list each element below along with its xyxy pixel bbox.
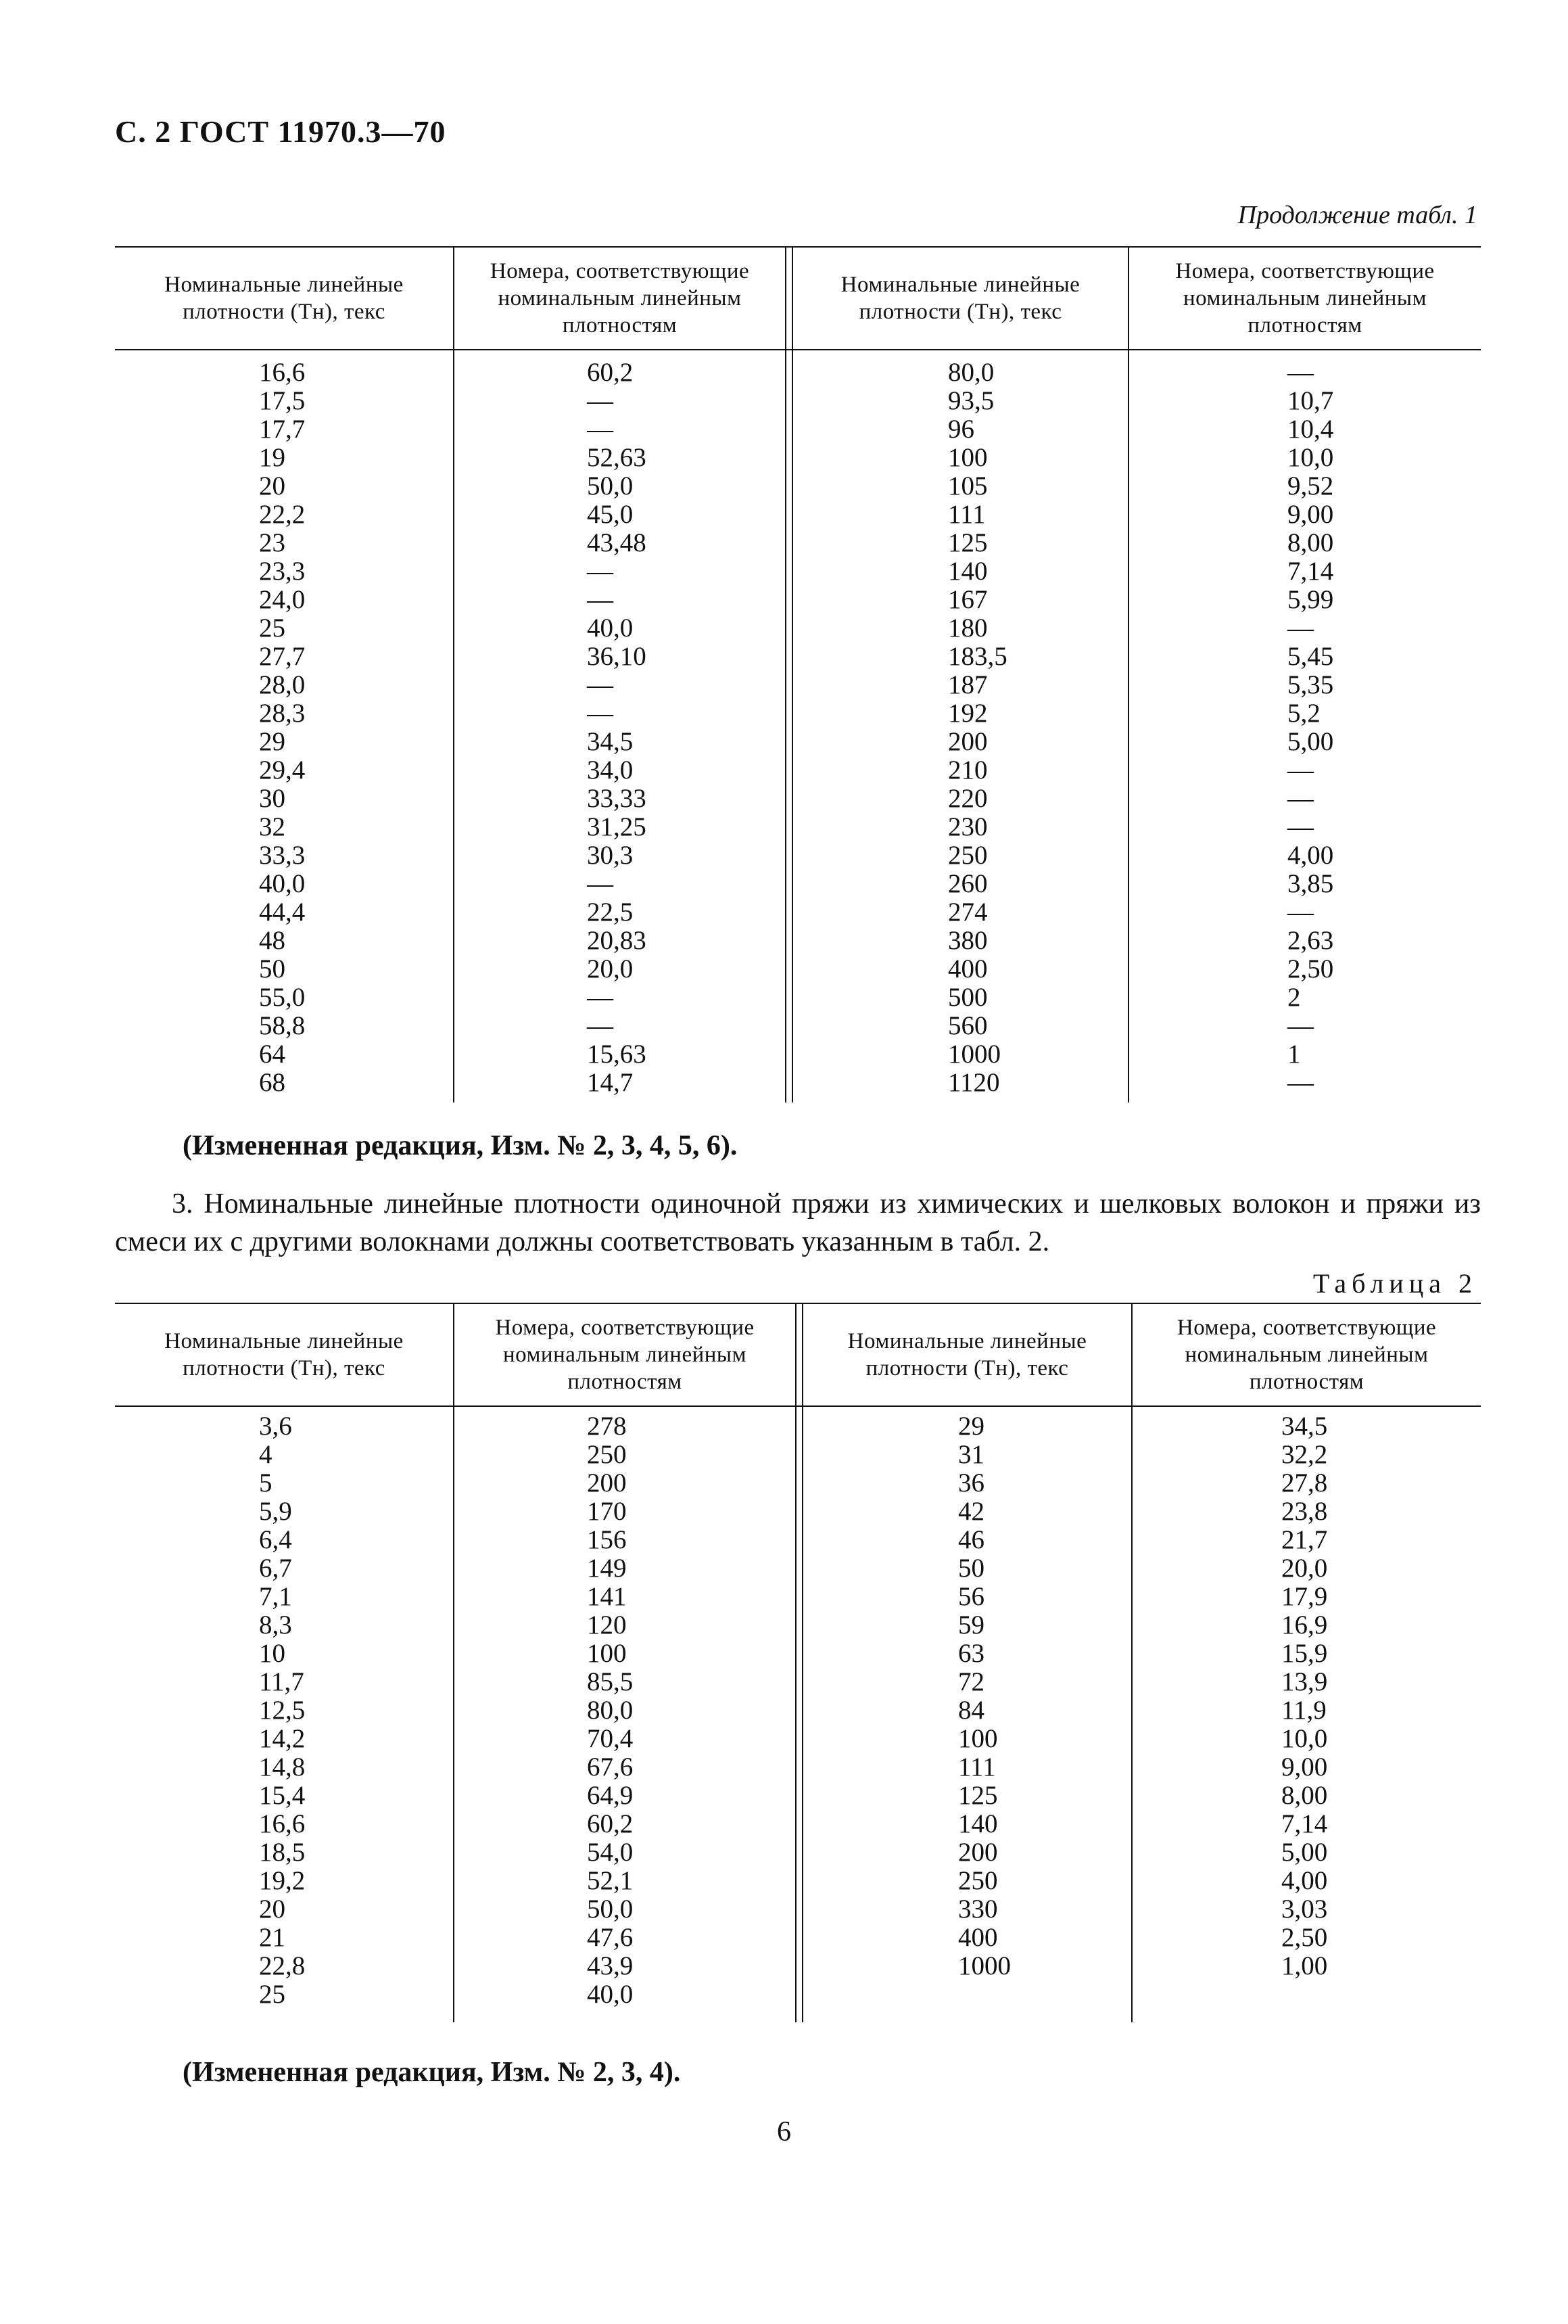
table1-col-tex-b	[948, 358, 1007, 1097]
table-cell: —	[587, 699, 613, 728]
table-cell: 68	[259, 1068, 285, 1097]
table-cell: 52,63	[587, 443, 646, 472]
table-cell: 500	[948, 983, 988, 1012]
table-cell: 278	[587, 1412, 627, 1441]
table-cell: 28,0	[259, 670, 306, 699]
table-cell: 170	[587, 1497, 627, 1526]
table-cell: —	[587, 869, 613, 898]
table-cell: 5,00	[1287, 727, 1334, 756]
table1-divider	[1128, 248, 1129, 1102]
table-cell: 167	[948, 585, 988, 614]
table-cell: —	[1287, 1011, 1314, 1040]
table-cell: 46	[958, 1525, 984, 1554]
table-cell: 36	[958, 1468, 984, 1497]
table-cell: 55,0	[259, 983, 306, 1012]
table1-continuation-label: Продолжение табл. 1	[1237, 201, 1477, 229]
table-cell: 220	[948, 784, 988, 813]
table-cell: 20	[259, 1895, 285, 1924]
table-cell: —	[1287, 1068, 1314, 1097]
table2-col-num-a	[587, 1412, 633, 2009]
table-cell: 10,0	[1281, 1724, 1328, 1753]
table-cell: 10,4	[1287, 415, 1334, 444]
table-cell: 70,4	[587, 1724, 634, 1753]
table-cell: 180	[948, 613, 988, 643]
table-cell: 100	[958, 1724, 998, 1753]
table-cell: 32,2	[1281, 1440, 1328, 1469]
table1-header-tex-a: Номинальные линейные плотности (Tн), текс	[164, 273, 404, 324]
table-cell: 40,0	[587, 613, 634, 643]
table-cell: 15,4	[259, 1781, 306, 1810]
table2-header-rule	[115, 1405, 1481, 1407]
table-cell: 1120	[948, 1068, 1000, 1097]
table-cell: 380	[948, 926, 988, 955]
table-cell: 72	[958, 1667, 984, 1696]
table-cell: 44,4	[259, 898, 306, 927]
page-number: 6	[777, 2116, 791, 2147]
table-cell: —	[587, 386, 613, 415]
table-cell: 4	[259, 1440, 272, 1469]
table-cell: 64,9	[587, 1781, 634, 1810]
table1-header-rule	[115, 349, 1481, 350]
table-cell: —	[1287, 756, 1314, 785]
table-cell: 14,8	[259, 1752, 306, 1782]
table-cell: 10	[259, 1639, 285, 1668]
table-cell: 34,5	[587, 727, 634, 756]
table-cell: 5,9	[259, 1497, 292, 1526]
table-cell: 33,33	[587, 784, 646, 813]
table-cell: 5,2	[1287, 699, 1321, 728]
table-cell: 18,5	[259, 1838, 306, 1867]
table-cell: 140	[958, 1809, 998, 1838]
table-cell: 20,0	[1281, 1554, 1328, 1583]
table-cell: 23,8	[1281, 1497, 1328, 1526]
table-cell: 14,7	[587, 1068, 634, 1097]
table-cell: 13,9	[1281, 1667, 1328, 1696]
amendment-note-2: (Измененная редакция, Изм. № 2, 3, 4).	[183, 2057, 681, 2088]
table-cell: 2,63	[1287, 926, 1334, 955]
table-cell: 5,45	[1287, 642, 1334, 671]
table-cell: 30,3	[587, 841, 634, 870]
table-cell: 200	[587, 1468, 627, 1497]
table-cell: 19	[259, 443, 285, 472]
table-cell: 187	[948, 670, 988, 699]
table-cell: 42	[958, 1497, 984, 1526]
table-cell: 156	[587, 1525, 627, 1554]
table2-divider	[453, 1304, 454, 2022]
table-cell: 7,1	[259, 1582, 292, 1611]
table-cell: 560	[948, 1011, 988, 1040]
table2-col-tex-b	[958, 1412, 1011, 1980]
table-cell: 32	[259, 812, 285, 841]
table-cell: 3,85	[1287, 869, 1334, 898]
table1-col-num-a	[587, 358, 646, 1097]
table-cell: 50	[259, 954, 285, 983]
table-cell: 34,5	[1281, 1412, 1328, 1441]
table-cell: —	[1287, 784, 1314, 813]
table-cell: 15,63	[587, 1040, 646, 1069]
table1-double-divider	[785, 248, 786, 1102]
table-cell: 50	[958, 1554, 984, 1583]
table-cell: 59	[958, 1610, 984, 1640]
table-cell: 52,1	[587, 1866, 634, 1895]
table-cell: 250	[587, 1440, 627, 1469]
table-cell: 20,0	[587, 954, 634, 983]
table-cell: 64	[259, 1040, 285, 1069]
table-cell: 50,0	[587, 1895, 634, 1924]
table-cell: 2,50	[1281, 1923, 1328, 1952]
table-cell: 210	[948, 756, 988, 785]
table-cell: 1,00	[1281, 1951, 1328, 1980]
table-cell: 24,0	[259, 585, 306, 614]
table1-header-num-a: Номера, соответствующие номинальным линейным плотностям	[490, 259, 750, 338]
table-cell: 14,2	[259, 1724, 306, 1753]
table-cell: 28,3	[259, 699, 306, 728]
table-cell: 40,0	[587, 1980, 634, 2009]
table-cell: 250	[948, 841, 988, 870]
table-cell: 45,0	[587, 500, 634, 529]
table-cell: 60,2	[587, 1809, 634, 1838]
table-cell: 27,7	[259, 642, 306, 671]
table-cell: 36,10	[587, 642, 646, 671]
table2-caption: Таблица 2	[1312, 1268, 1477, 1299]
table-cell: 23,3	[259, 557, 306, 586]
table-cell: 15,9	[1281, 1639, 1328, 1668]
table-cell: —	[1287, 358, 1314, 387]
table-cell: 3,03	[1281, 1895, 1328, 1924]
table-cell: 192	[948, 699, 988, 728]
table-cell: —	[587, 557, 613, 586]
table-cell: 5,99	[1287, 585, 1334, 614]
table-cell: 40,0	[259, 869, 306, 898]
table-cell: 93,5	[948, 386, 995, 415]
table-cell: 31,25	[587, 812, 646, 841]
table-cell: 17,5	[259, 386, 306, 415]
table-cell: 29,4	[259, 756, 306, 785]
table-cell: 84	[958, 1696, 984, 1725]
table-cell: 8,00	[1281, 1781, 1328, 1810]
table-cell: 3,6	[259, 1412, 292, 1441]
table-cell: 16,9	[1281, 1610, 1328, 1640]
table-cell: 27,8	[1281, 1468, 1328, 1497]
table-cell: 22,5	[587, 898, 634, 927]
table2-header-tex-a: Номинальные линейные плотности (Tн), текс	[164, 1329, 404, 1380]
table-cell: 8,00	[1287, 528, 1334, 557]
page-title: С. 2 ГОСТ 11970.3—70	[115, 114, 446, 149]
table-cell: 183,5	[948, 642, 1007, 671]
table-cell: 111	[958, 1752, 996, 1782]
table2-double-divider	[802, 1304, 803, 2022]
table-cell: 260	[948, 869, 988, 898]
table-cell: 19,2	[259, 1866, 306, 1895]
table-cell: 85,5	[587, 1667, 634, 1696]
table-cell: 63	[958, 1639, 984, 1668]
table-cell: —	[1287, 898, 1314, 927]
table-cell: 1000	[948, 1040, 1001, 1069]
table-cell: 200	[948, 727, 988, 756]
table-cell: —	[1287, 613, 1314, 643]
table-cell: 23	[259, 528, 285, 557]
table-cell: 96	[948, 415, 974, 444]
table-cell: 100	[587, 1639, 627, 1668]
table-cell: 400	[958, 1923, 998, 1952]
table-cell: 120	[587, 1610, 627, 1640]
table2-col-tex-a	[259, 1412, 305, 2009]
table2-header-tex-b: Номинальные линейные плотности (Tн), текс	[847, 1329, 1087, 1380]
table-cell: 125	[948, 528, 988, 557]
table-cell: —	[587, 415, 613, 444]
table-cell: 29	[259, 727, 285, 756]
table-cell: 20	[259, 471, 285, 501]
table-cell: 11,9	[1281, 1696, 1327, 1725]
table-cell: 200	[958, 1838, 998, 1867]
table-cell: —	[587, 670, 613, 699]
table-cell: 105	[948, 471, 988, 501]
table-cell: 1	[1287, 1040, 1301, 1069]
table-cell: 250	[958, 1866, 998, 1895]
table-cell: 17,7	[259, 415, 306, 444]
table-cell: 5,35	[1287, 670, 1334, 699]
table-cell: 47,6	[587, 1923, 634, 1952]
table-cell: 9,52	[1287, 471, 1334, 501]
table-cell: 125	[958, 1781, 998, 1810]
table-cell: 43,48	[587, 528, 646, 557]
table-cell: 56	[958, 1582, 984, 1611]
table-cell: 5,00	[1281, 1838, 1328, 1867]
table-cell: 16,6	[259, 1809, 306, 1838]
table-cell: 274	[948, 898, 988, 927]
table-cell: 149	[587, 1554, 627, 1583]
table1-header-tex-b: Номинальные линейные плотности (Tн), текс	[840, 273, 1080, 324]
table-cell: 21,7	[1281, 1525, 1328, 1554]
table-cell: 141	[587, 1582, 627, 1611]
table-cell: 6,4	[259, 1525, 292, 1554]
table-cell: 7,14	[1281, 1809, 1328, 1838]
table-cell: 80,0	[587, 1696, 634, 1725]
table1-col-tex-a	[259, 358, 305, 1097]
table-cell: 29	[958, 1412, 984, 1441]
table-cell: 9,00	[1281, 1752, 1328, 1782]
table-cell: 60,2	[587, 358, 634, 387]
table2-divider	[1131, 1304, 1133, 2022]
table-cell: —	[587, 1011, 613, 1040]
table-cell: 2	[1287, 983, 1301, 1012]
table-cell: 4,00	[1281, 1866, 1328, 1895]
table-cell: 25	[259, 613, 285, 643]
table-cell: 7,14	[1287, 557, 1334, 586]
table-cell: 50,0	[587, 471, 634, 501]
table-cell: 31	[958, 1440, 984, 1469]
table-cell: 34,0	[587, 756, 634, 785]
table-cell: 22,8	[259, 1951, 306, 1980]
table-cell: 10,7	[1287, 386, 1334, 415]
amendment-note-1: (Измененная редакция, Изм. № 2, 3, 4, 5, 6).	[183, 1130, 738, 1161]
table-cell: 10,0	[1287, 443, 1334, 472]
table-cell: 54,0	[587, 1838, 634, 1867]
table-cell: —	[587, 585, 613, 614]
table2-header-num-b: Номера, соответствующие номинальным линейным плотностям	[1177, 1316, 1437, 1394]
table-cell: 11,7	[259, 1667, 304, 1696]
table-cell: 33,3	[259, 841, 306, 870]
table-cell: 25	[259, 1980, 285, 2009]
table-cell: 58,8	[259, 1011, 306, 1040]
table-cell: 230	[948, 812, 988, 841]
table-cell: 80,0	[948, 358, 995, 387]
paragraph-3: 3. Номинальные линейные плотности одиночной пряжи из химических и шелковых волокон и пряжи из смеси их с другими волокнами должны соответствовать указанным в табл. 2.	[115, 1188, 1481, 1257]
table-cell: 30	[259, 784, 285, 813]
table-cell: 2,50	[1287, 954, 1334, 983]
table2-double-divider	[795, 1304, 797, 2022]
table-cell: —	[587, 983, 613, 1012]
table-cell: 12,5	[259, 1696, 306, 1725]
table1-divider	[453, 248, 454, 1102]
table-cell: 20,83	[587, 926, 646, 955]
table-cell: 100	[948, 443, 988, 472]
table-cell: 400	[948, 954, 988, 983]
table-cell: 16,6	[259, 358, 306, 387]
table-cell: 48	[259, 926, 285, 955]
table-cell: 4,00	[1287, 841, 1334, 870]
table-cell: 17,9	[1281, 1582, 1328, 1611]
table-cell: 22,2	[259, 500, 306, 529]
table1-col-num-b	[1287, 358, 1333, 1097]
table-cell: 1000	[958, 1951, 1011, 1980]
table-cell: 9,00	[1287, 500, 1334, 529]
table-cell: 6,7	[259, 1554, 292, 1583]
table1-header-num-b: Номера, соответствующие номинальным линейным плотностям	[1175, 259, 1435, 338]
table-cell: —	[1287, 812, 1314, 841]
table-cell: 21	[259, 1923, 285, 1952]
table-cell: 111	[948, 500, 986, 529]
table2-col-num-b	[1281, 1412, 1327, 1980]
table-cell: 5	[259, 1468, 272, 1497]
table-cell: 67,6	[587, 1752, 634, 1782]
table2-header-num-a: Номера, соответствующие номинальным линейным плотностям	[495, 1316, 755, 1394]
table-cell: 43,9	[587, 1951, 634, 1980]
table-cell: 8,3	[259, 1610, 292, 1640]
table-cell: 140	[948, 557, 988, 586]
table-cell: 330	[958, 1895, 998, 1924]
table1-double-divider	[792, 248, 793, 1102]
